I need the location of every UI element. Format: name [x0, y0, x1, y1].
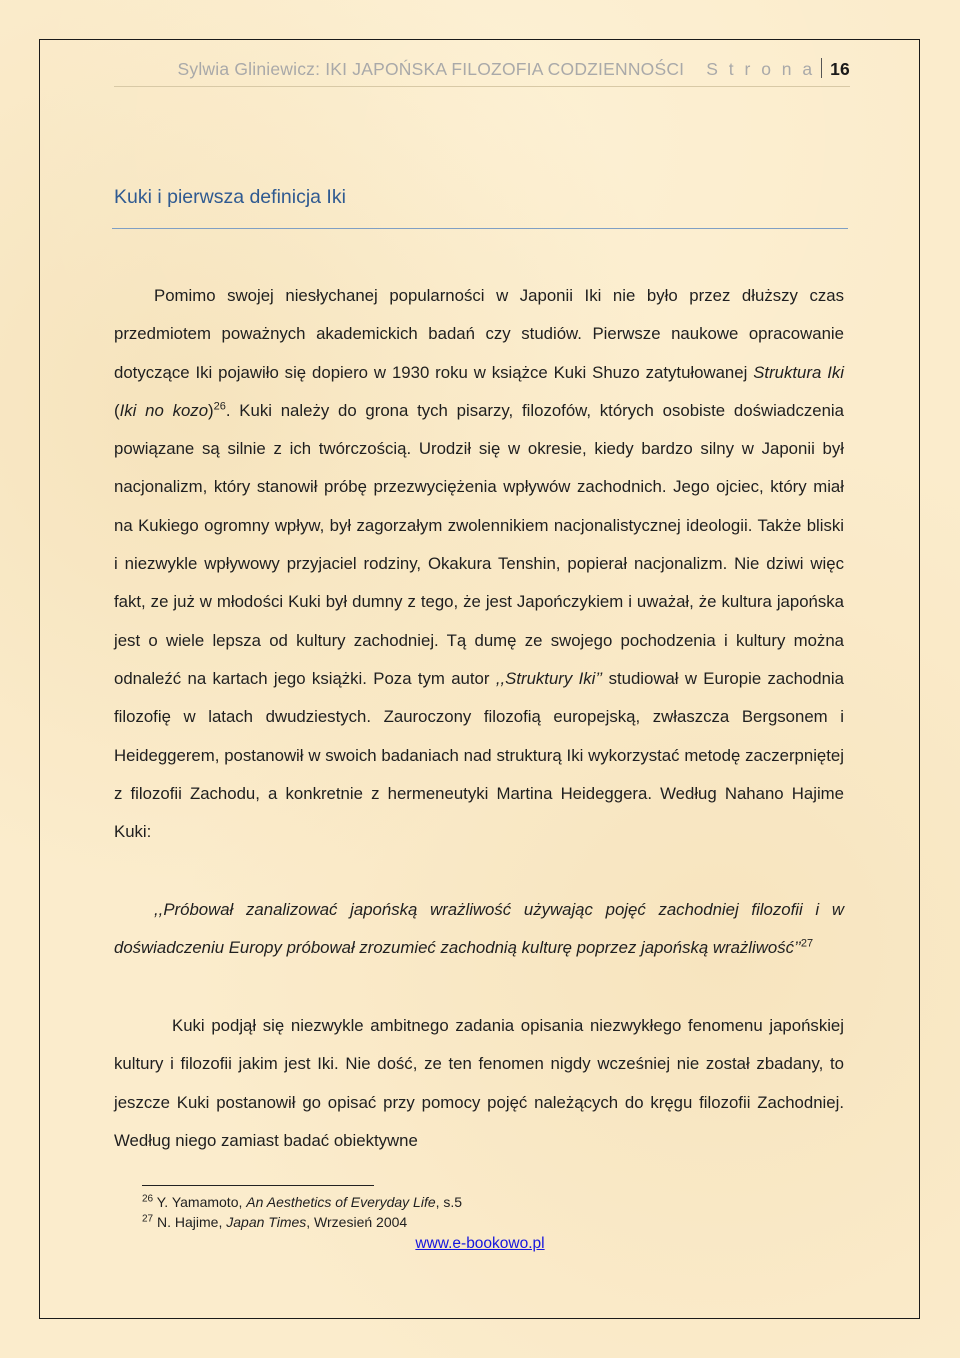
- quote-text: ,,Próbował zanalizować japońską wrażliwość używając pojęć zachodniej filozofii i w doświadczeniu Europy próbował zrozumieć zachodnią kulturę poprzez japońską wrażliwość’’: [114, 900, 844, 958]
- footnote-separator: [142, 1185, 374, 1186]
- footnote-author: Y. Yamamoto,: [156, 1194, 247, 1210]
- block-quote: [114, 891, 844, 968]
- paragraph-2-text: Kuki podjął się niezwykle ambitnego zadania opisania niezwykłego fenomenu japońskiej kultury i filozofii jakim jest Iki. Nie dość, ze ten fenomen nigdy wcześniej nie został zbadany, to jeszcze Kuki postanowił go opisać przy pomocy pojęć należących do kręgu filozofii Zachodniej. Według niego zamiast badać obiektywne: [114, 1016, 844, 1150]
- paragraph-2: [114, 1007, 844, 1160]
- footnotes: [142, 1193, 462, 1232]
- heading-rule: [112, 228, 848, 229]
- page-number: 16: [830, 59, 850, 79]
- paragraph-1-text-b: (: [114, 400, 120, 420]
- footnote-number: 27: [142, 1212, 154, 1224]
- page-header: [114, 58, 850, 87]
- section-heading: Kuki i pierwsza definicja Iki: [114, 186, 346, 208]
- footnote-title: An Aesthetics of Everyday Life: [246, 1194, 436, 1210]
- footnote-title: Japan Times: [226, 1213, 307, 1230]
- footnote-number: 26: [142, 1193, 154, 1205]
- book-title-italic-2: ,,Struktury Iki’’: [495, 668, 603, 688]
- paragraph-1-text-d: . Kuki należy do grona tych pisarzy, filozofów, których osobiste doświadczenia powiązane są silnie z ich twórczością. Urodził się w okresie, kiedy bardzo silny w Japonii był nacjonalizm, który stanowił próbę przezwyciężenia wpływów zachodnich. Jego ojciec, który miał na Kukiego ogromny wpływ, był zagorzałym zwolennikiem nacjonalistycznej ideologii. Także bliski i niezwykle wpływowy przyjaciel rodziny, Okakura Tenshin, popierał nacjonalizm. Nie dziwi więc fakt, ze już w młodości Kuki był dumny z tego, że jest Japończykiem i uważał, że kultura japońska jest o wiele lepsza od kultury zachodniej. Tą dumę ze swojego pochodzenia i kultury można odnaleźć na kartach jego książki. Poza tym autor: [114, 400, 844, 688]
- book-title-italic: Struktura Iki: [753, 362, 844, 382]
- footnote-item: [142, 1213, 462, 1233]
- footnote-ref-26[interactable]: 26: [213, 400, 226, 413]
- paragraph-1-text-c: ): [208, 400, 214, 420]
- page-label: S t r o n a: [706, 59, 816, 79]
- footnote-detail: , Wrzesień 2004: [306, 1213, 408, 1230]
- footer: [0, 1235, 960, 1253]
- footnote-detail: , s.5: [435, 1194, 463, 1210]
- footnote-ref-27[interactable]: 27: [800, 937, 814, 950]
- footnote-item: [142, 1193, 462, 1213]
- footnote-author: N. Hajime,: [157, 1213, 227, 1230]
- website-link[interactable]: www.e-bookowo.pl: [415, 1235, 545, 1252]
- paragraph-1-text-e: studiował w Europie zachodnia filozofię w latach dwudziestych. Zauroczony filozofią europejską, zwłaszcza Bergsonem i Heideggerem, postanowił w swoich badaniach nad strukturą Iki wykorzystać metodę zaczerpniętej z filozofii Zachodu, a konkretnie z hermeneutyki Martina Heideggera. Według Nahano Hajime Kuki:: [114, 668, 844, 842]
- header-separator: [821, 58, 822, 78]
- running-title: Sylwia Gliniewicz: IKI JAPOŃSKA FILOZOFIA CODZIENNOŚCI: [177, 59, 685, 79]
- paragraph-1-text-a: Pomimo swojej niesłychanej popularności w Japonii Iki nie było przez dłuższy czas przedmiotem poważnych akademickich badań czy studiów. Pierwsze naukowe opracowanie dotyczące Iki pojawiło się dopiero w 1930 roku w książce Kuki Shuzo zatytułowanej: [114, 286, 844, 382]
- book-title-japanese-italic: Iki no kozo: [119, 400, 209, 420]
- paragraph-1: [114, 277, 844, 851]
